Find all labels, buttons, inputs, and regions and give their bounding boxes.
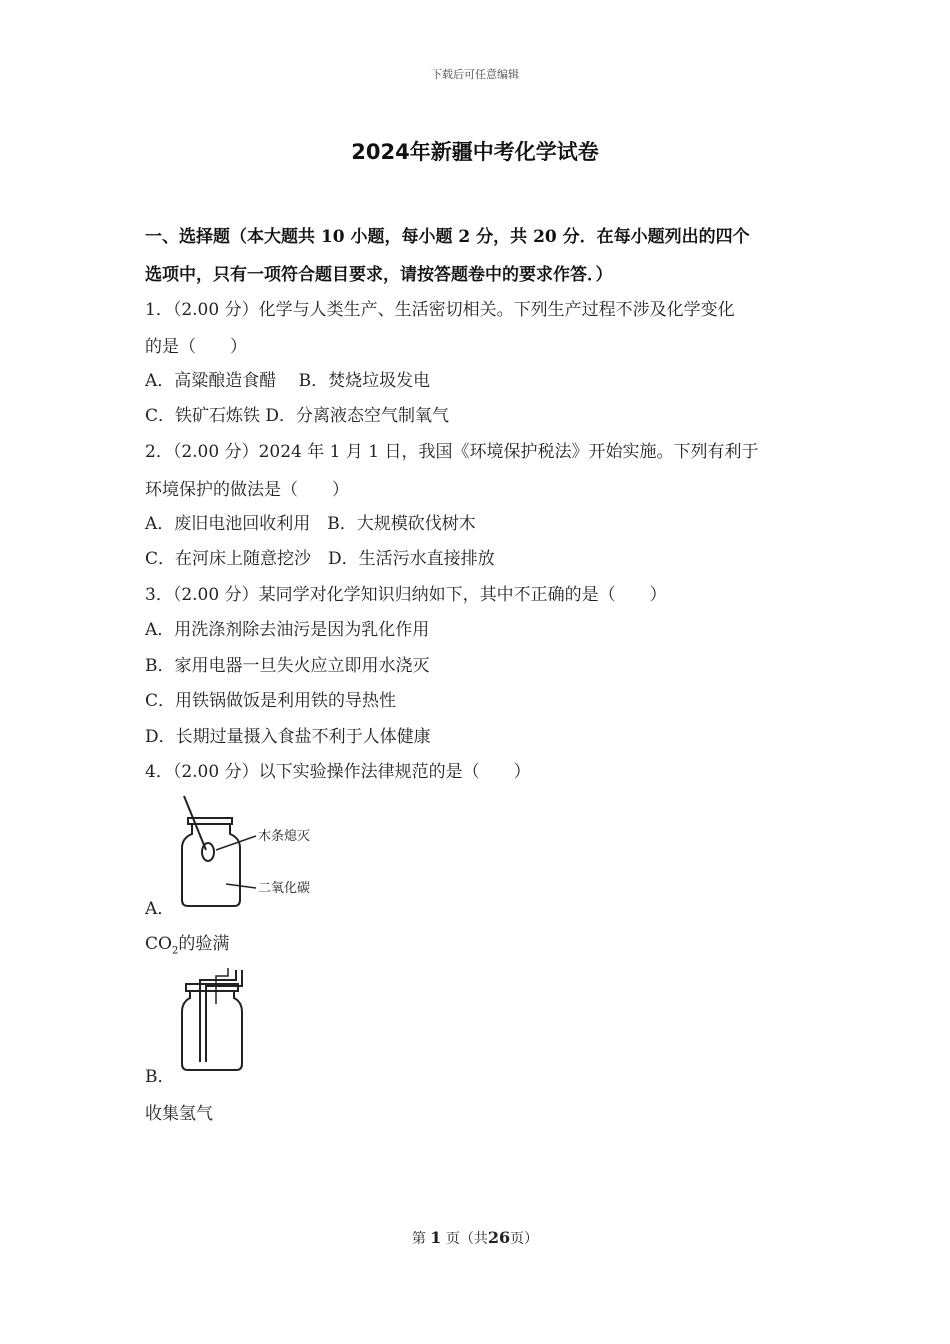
- q4-option-b-label: B．: [145, 1067, 175, 1087]
- q4-stem: 4．（2.00 分）以下实验操作法律规范的是（ ）: [145, 762, 531, 782]
- fig-a-label-gas: 二氧化碳: [258, 881, 311, 896]
- q1-stem-line1: 1．（2.00 分）化学与人类生产、生活密切相关。下列生产过程不涉及化学变化: [145, 300, 735, 320]
- page-footer: [0, 1228, 950, 1248]
- footer-middle: 页（共: [445, 1231, 488, 1247]
- q1-options-ab: A．高粱酿造食醋 B．焚烧垃圾发电: [145, 371, 431, 391]
- q3-stem: 3．（2.00 分）某同学对化学知识归纳如下，其中不正确的是（ ）: [145, 585, 667, 605]
- q3-option-b: B．家用电器一旦失火应立即用水浇灭: [145, 656, 430, 676]
- q3-option-c: C．用铁锅做饭是利用铁的导热性: [145, 691, 397, 711]
- q3-option-d: D．长期过量摄入食盐不利于人体健康: [145, 727, 431, 747]
- q2-options-cd: C．在河床上随意挖沙 D．生活污水直接排放: [145, 549, 495, 569]
- q3-option-a: A．用洗涤剂除去油污是因为乳化作用: [145, 620, 430, 640]
- caption-a-prefix: CO: [145, 934, 172, 954]
- section-heading-line1: 一、选择题（本大题共 10 小题，每小题 2 分，共 20 分．在每小题列出的四个: [145, 227, 750, 247]
- q4-option-a-label: A．: [145, 899, 175, 919]
- hydrogen-collection-figure: [176, 966, 256, 1074]
- section-heading-line2: 选项中，只有一项符合题目要求，请按答题卷中的要求作答．）: [145, 265, 613, 285]
- caption-a-subscript: 2: [171, 945, 179, 957]
- header-note: 下载后可任意编辑: [431, 68, 519, 81]
- q4-caption-b: 收集氢气: [145, 1104, 213, 1124]
- gas-jar-b: [182, 968, 242, 1070]
- q2-stem-line1: 2．（2.00 分）2024 年 1 月 1 日，我国《环境保护税法》开始实施。下列有利于: [145, 442, 759, 462]
- jar-a-body: [182, 824, 240, 906]
- stick-tip: [202, 843, 214, 861]
- caption-a-suffix: 的验满: [178, 934, 230, 954]
- page-title: 2024年新疆中考化学试卷: [351, 140, 599, 164]
- fig-a-label-stick: 木条熄灭: [258, 829, 311, 844]
- footer-suffix: 页）: [510, 1231, 539, 1247]
- q2-options-ab: A．废旧电池回收利用 B．大规模砍伐树木: [145, 514, 476, 534]
- footer-total-pages: 26: [487, 1228, 511, 1247]
- footer-prefix: 第: [411, 1231, 426, 1247]
- q2-stem-line2: 环境保护的做法是（ ）: [145, 480, 349, 500]
- footer-page-number: 1: [430, 1228, 442, 1247]
- co2-verification-figure: [176, 792, 316, 910]
- jar-b-body: [182, 991, 242, 1070]
- q4-caption-a: [145, 929, 229, 956]
- q1-options-cd: C．铁矿石炼铁 D．分离液态空气制氧气: [145, 406, 450, 426]
- q1-stem-line2: 的是（ ）: [145, 337, 247, 357]
- gas-jar-a: [182, 796, 256, 906]
